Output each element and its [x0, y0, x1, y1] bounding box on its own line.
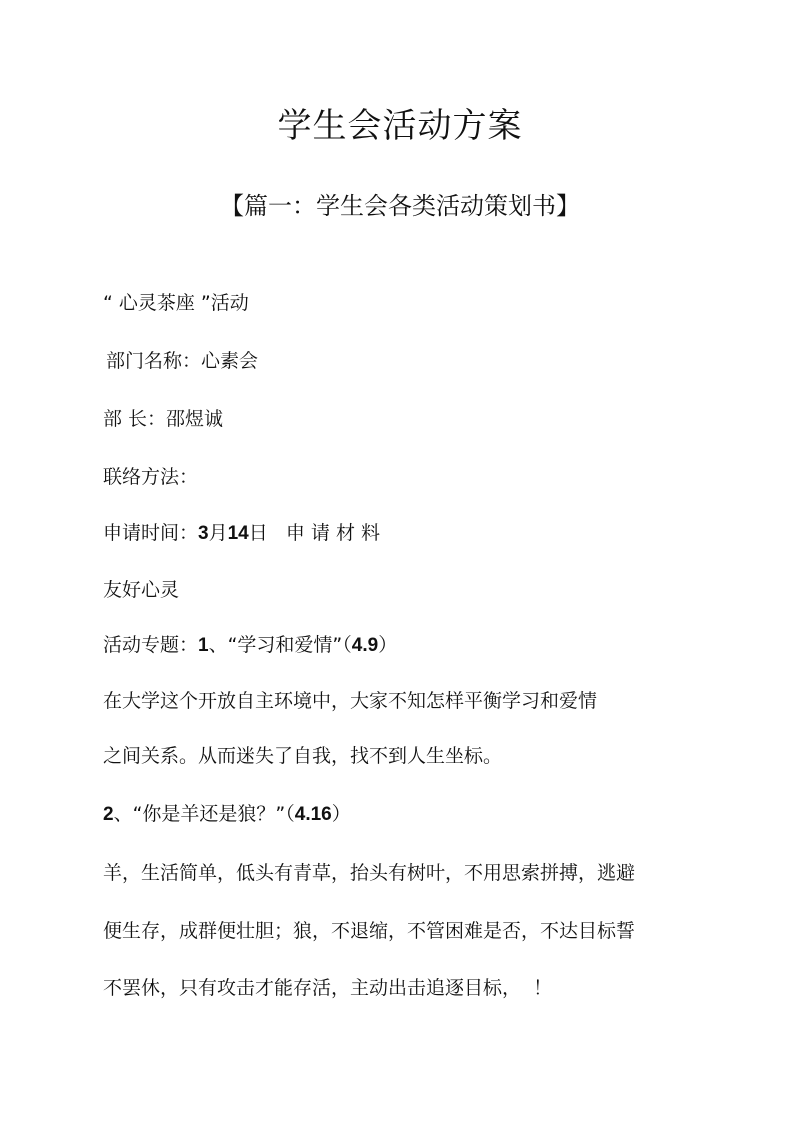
- topic-prefix: 活动专题：: [103, 634, 199, 656]
- apply-time-day-num: 14: [227, 523, 249, 544]
- topic2-close: ）: [331, 803, 351, 825]
- apply-time-month: 月: [208, 522, 228, 544]
- contact-line: 联络方法：: [103, 466, 199, 488]
- topic2-desc-line3: 不罢休，只有攻击才能存活，主动出击追逐目标， ！: [103, 977, 553, 999]
- topic1-desc-line1: 在大学这个开放自主环境中，大家不知怎样平衡学习和爱情: [103, 690, 598, 712]
- document-subtitle: 【篇一：学生会各类活动策划书】: [220, 192, 580, 220]
- topic1-text: 、“学习和爱情”（: [208, 634, 352, 656]
- apply-time-month-num: 3: [198, 523, 209, 544]
- topic1-desc-line2: 之间关系。从而迷失了自我，找不到人生坐标。: [103, 745, 503, 767]
- topic1-line: [103, 630, 397, 657]
- activity-name: “ 心灵茶座 ”活动: [103, 292, 249, 314]
- topic2-num: 2: [103, 804, 114, 825]
- apply-time-suffix: 日 申 请 材 料: [248, 522, 380, 544]
- topic2-desc-line2: 便生存，成群便壮胆；狼，不退缩，不管困难是否，不达目标誓: [103, 920, 636, 942]
- document-title: 学生会活动方案: [277, 106, 523, 146]
- minister-line: 部 长：邵煜诚: [103, 408, 224, 430]
- department-line: 部门名称：心素会: [106, 350, 259, 372]
- topic1-date: 4.9: [351, 635, 379, 656]
- topic1-close: ）: [378, 634, 398, 656]
- topic2-text: 、“你是羊还是狼？”（: [113, 803, 295, 825]
- topic1-num: 1: [198, 635, 209, 656]
- apply-time-line: [103, 518, 380, 545]
- topic2-date: 4.16: [294, 804, 332, 825]
- topic2-line: [103, 799, 351, 826]
- topic2-desc-line1: 羊，生活简单，低头有青草，抬头有树叶，不用思索拼搏，逃避: [103, 862, 636, 884]
- friendly-heart-line: 友好心灵: [103, 579, 180, 601]
- apply-time-prefix: 申请时间：: [103, 522, 199, 544]
